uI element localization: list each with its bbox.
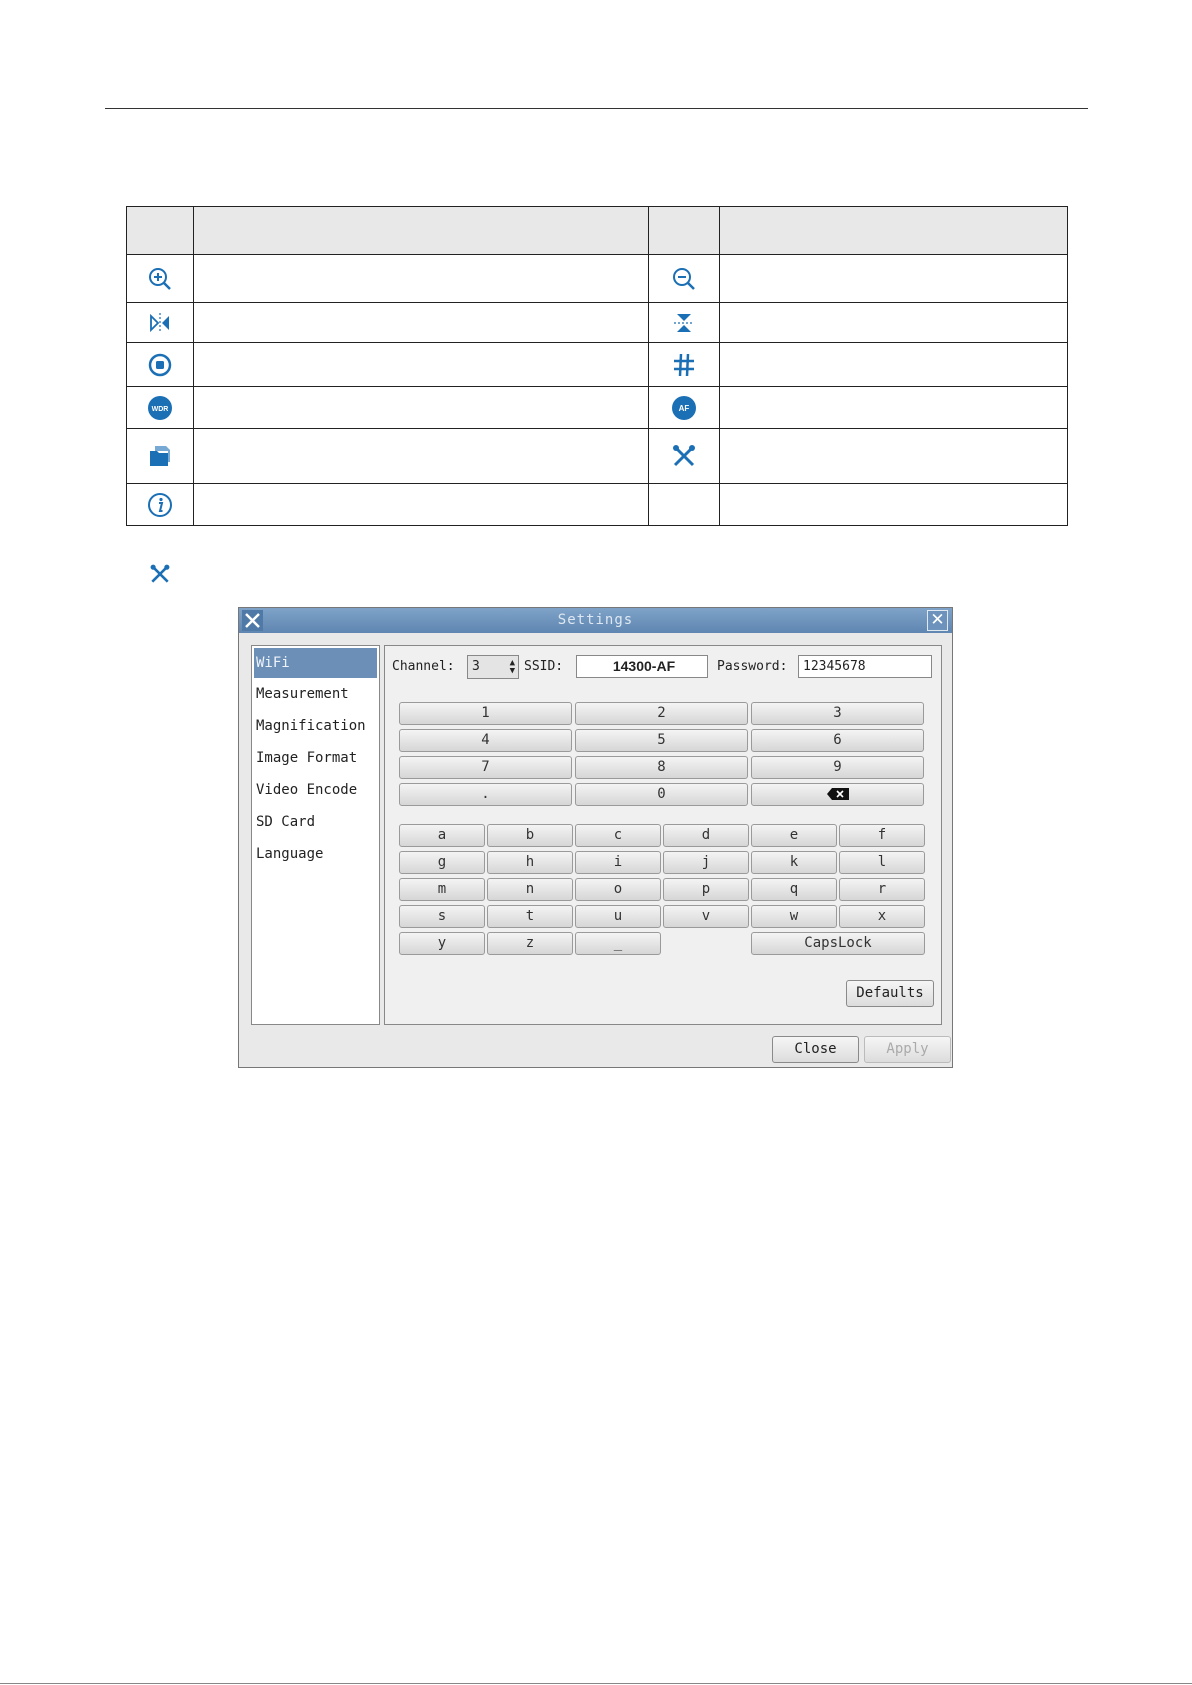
table-cell: [720, 303, 1068, 343]
letter-key[interactable]: b: [487, 824, 573, 847]
sidebar-item-video-encode[interactable]: Video Encode: [256, 782, 358, 798]
table-row: [127, 343, 1068, 387]
table-cell: [720, 255, 1068, 303]
table-row: [127, 255, 1068, 303]
channel-value: 3: [472, 659, 480, 674]
letter-key[interactable]: z: [487, 932, 573, 955]
numpad-key[interactable]: 4: [399, 729, 572, 752]
ssid-label: SSID:: [524, 659, 564, 674]
zoom-out-icon: [670, 265, 698, 293]
letter-key[interactable]: k: [751, 851, 837, 874]
numpad-key[interactable]: 8: [575, 756, 748, 779]
sidebar-item-wifi[interactable]: WiFi: [254, 648, 377, 678]
letter-key[interactable]: p: [663, 878, 749, 901]
table-cell: [720, 387, 1068, 429]
numpad-key[interactable]: .: [399, 783, 572, 806]
dialog-titlebar[interactable]: [239, 608, 952, 633]
defaults-button[interactable]: Defaults: [846, 980, 934, 1007]
table-cell: [194, 387, 649, 429]
svg-text:AF: AF: [678, 403, 690, 413]
wifi-panel: [384, 645, 942, 1025]
settings-tools-icon: [148, 562, 172, 586]
apply-button[interactable]: Apply: [864, 1036, 951, 1063]
sidebar-item-image-format[interactable]: Image Format: [256, 750, 358, 766]
table-cell: [194, 484, 649, 526]
letter-key[interactable]: x: [839, 905, 925, 928]
top-rule: [105, 108, 1088, 109]
letter-key[interactable]: j: [663, 851, 749, 874]
letter-key[interactable]: n: [487, 878, 573, 901]
table-cell: [649, 484, 720, 526]
settings-dialog: [238, 607, 953, 1068]
table-header-row: [127, 207, 1068, 255]
header-cell: [127, 207, 194, 255]
sidebar-item-language[interactable]: Language: [256, 846, 324, 862]
ssid-field[interactable]: 14300-AF: [576, 655, 708, 678]
table-cell: [720, 343, 1068, 387]
header-cell: [720, 207, 1068, 255]
channel-spinbox[interactable]: [467, 655, 519, 679]
table-row: [127, 429, 1068, 484]
letter-key[interactable]: o: [575, 878, 661, 901]
letter-key[interactable]: l: [839, 851, 925, 874]
backspace-key[interactable]: [751, 783, 924, 806]
letter-key[interactable]: t: [487, 905, 573, 928]
letter-key[interactable]: i: [575, 851, 661, 874]
letter-key[interactable]: q: [751, 878, 837, 901]
numpad-key[interactable]: 5: [575, 729, 748, 752]
numpad-key[interactable]: 9: [751, 756, 924, 779]
icons-table: [126, 206, 1068, 526]
settings-tools-icon: [670, 442, 698, 470]
password-field[interactable]: 12345678: [798, 655, 932, 678]
settings-sidebar: [251, 645, 380, 1025]
letter-key[interactable]: g: [399, 851, 485, 874]
table-cell: [194, 429, 649, 484]
channel-label: Channel:: [392, 659, 455, 674]
numpad-key[interactable]: 1: [399, 702, 572, 725]
header-cell: [649, 207, 720, 255]
capslock-key[interactable]: CapsLock: [751, 932, 925, 955]
numpad-key[interactable]: 6: [751, 729, 924, 752]
letter-key[interactable]: v: [663, 905, 749, 928]
sidebar-item-sd-card[interactable]: SD Card: [256, 814, 316, 830]
numpad-key[interactable]: 0: [575, 783, 748, 806]
letter-key[interactable]: _: [575, 932, 661, 955]
backspace-icon: [827, 788, 849, 800]
table-row: [127, 303, 1068, 343]
numpad-key[interactable]: 2: [575, 702, 748, 725]
svg-text:WDR: WDR: [151, 405, 169, 413]
table-cell: [194, 255, 649, 303]
letter-key[interactable]: y: [399, 932, 485, 955]
letter-key[interactable]: s: [399, 905, 485, 928]
flip-vertical-icon: [670, 309, 698, 337]
table-row: [127, 484, 1068, 526]
zoom-in-icon: [146, 265, 174, 293]
folder-icon: [146, 442, 174, 470]
sidebar-item-magnification[interactable]: Magnification: [256, 718, 366, 734]
close-button[interactable]: Close: [772, 1036, 859, 1063]
letter-key[interactable]: c: [575, 824, 661, 847]
header-cell: [194, 207, 649, 255]
numpad-key[interactable]: 3: [751, 702, 924, 725]
grid-hash-icon: [670, 351, 698, 379]
mirror-horizontal-icon: [146, 309, 174, 337]
spin-arrows-icon[interactable]: ▲ ▼: [509, 658, 515, 676]
dialog-title: Settings: [557, 612, 634, 628]
letter-key[interactable]: m: [399, 878, 485, 901]
wdr-icon: [146, 394, 174, 422]
password-label: Password:: [717, 659, 788, 674]
table-cell: [194, 343, 649, 387]
sidebar-item-measurement[interactable]: Measurement: [256, 686, 349, 702]
letter-key[interactable]: r: [839, 878, 925, 901]
af-icon: [670, 394, 698, 422]
letter-key[interactable]: u: [575, 905, 661, 928]
table-row: [127, 387, 1068, 429]
letter-key[interactable]: e: [751, 824, 837, 847]
info-icon: [146, 491, 174, 519]
letter-key[interactable]: w: [751, 905, 837, 928]
letter-key[interactable]: f: [839, 824, 925, 847]
table-cell: [194, 303, 649, 343]
record-stop-icon: [146, 351, 174, 379]
letter-key[interactable]: d: [663, 824, 749, 847]
table-cell: [720, 484, 1068, 526]
bottom-rule: [0, 1683, 1192, 1684]
table-cell: [720, 429, 1068, 484]
numpad-key[interactable]: 7: [399, 756, 572, 779]
close-icon[interactable]: ✕: [927, 610, 948, 631]
letter-key[interactable]: a: [399, 824, 485, 847]
letter-key[interactable]: h: [487, 851, 573, 874]
